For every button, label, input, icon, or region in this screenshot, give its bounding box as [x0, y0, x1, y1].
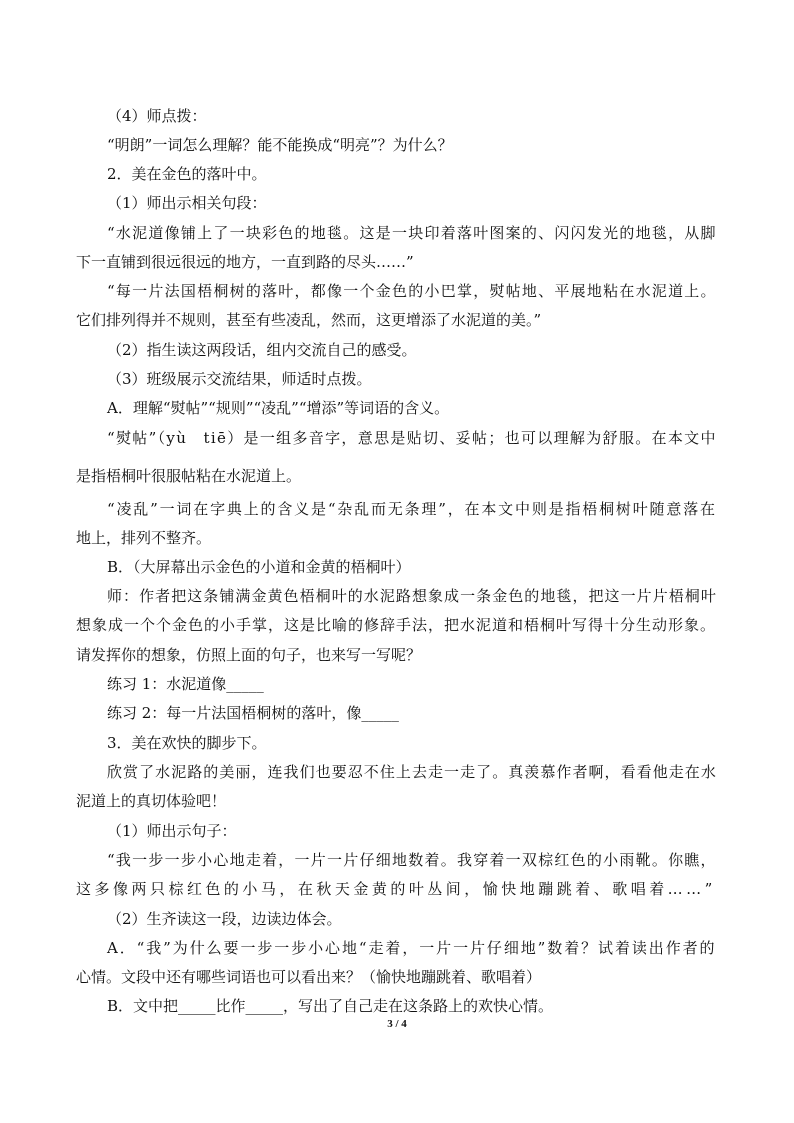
text-line: （2）生齐读这一段，边读边体会。	[107, 910, 342, 928]
text-line: A．“我”为什么要一步一步小心地“走着，一片一片仔细地”数着？试着读出作者的	[107, 939, 717, 957]
text-line: 欣赏了水泥路的美丽，连我们也要忍不住上去走一走了。真羡慕作者啊，看看他走在水	[107, 763, 717, 781]
text-line: 请发挥你的想象，仿照上面的句子，也来写一写呢？	[76, 646, 422, 664]
text-line: 它们排列得并不规则，甚至有些凌乱，然而，这更增添了水泥道的美。”	[76, 311, 542, 329]
text-line: （1）师出示相关句段：	[107, 194, 267, 212]
text-line: 2．美在金色的落叶中。	[107, 165, 267, 183]
text-line: 下一直铺到很远很远的地方，一直到路的尽头……”	[76, 253, 414, 271]
text-line: 想象成一个个金色的小手掌，这是比喻的修辞手法，把水泥道和梧桐叶写得十分生动形象。	[76, 616, 717, 634]
text-line: 3．美在欢快的脚步下。	[107, 734, 267, 752]
text-line: “水泥道像铺上了一块彩色的地毯。这是一块印着落叶图案的、闪闪发光的地毯，从脚	[107, 224, 717, 242]
text-line: “每一片法国梧桐树的落叶，都像一个金色的小巴掌，熨帖地、平展地粘在水泥道上。	[107, 282, 717, 300]
text-line: （1）师出示句子：	[107, 822, 237, 840]
page-number: 3 / 4	[387, 1018, 407, 1030]
text-line: 地上，排列不整齐。	[76, 529, 212, 547]
text-line: A．理解“熨帖”“规则”“凌乱”“增添”等词语的含义。	[107, 399, 450, 417]
text-line: 是指梧桐叶很服帖粘在水泥道上。	[76, 467, 302, 485]
text-line: （4）师点拨：	[107, 107, 207, 125]
text-line: （3）班级展示交流结果，师适时点拨。	[107, 370, 372, 388]
text-line: 练习 2：每一片法国梧桐树的落叶，像_____	[107, 704, 399, 722]
text-line: “我一步一步小心地走着，一片一片仔细地数着。我穿着一双棕红色的小雨靴。你瞧，	[107, 851, 717, 869]
text-line: “熨帖”（yù tiē）是一组多音字，意思是贴切、妥帖；也可以理解为舒服。在本文中	[107, 429, 717, 447]
text-line: 练习 1：水泥道像_____	[107, 675, 264, 693]
text-line: 这多像两只棕红色的小马，在秋天金黄的叶丛间，愉快地蹦跳着、歌唱着……”	[76, 880, 716, 898]
text-line: 师：作者把这条铺满金黄色梧桐叶的水泥路想象成一条金色的地毯，把这一片片梧桐叶	[107, 587, 717, 605]
text-line: B．文中把_____比作_____，写出了自己走在这条路上的欢快心情。	[107, 997, 554, 1015]
text-line: 泥道上的真切体验吧！	[76, 792, 227, 810]
text-line: （2）指生读这两段话，组内交流自己的感受。	[107, 341, 417, 359]
text-line: 心情。文段中还有哪些词语也可以看出来？（愉快地蹦跳着、歌唱着）	[76, 968, 542, 986]
text-line: “明朗”一词怎么理解？能不能换成“明亮”？为什么？	[107, 136, 453, 154]
text-line: B．（大屏幕出示金色的小道和金黄的梧桐叶）	[107, 558, 411, 576]
text-line: “凌乱”一词在字典上的含义是“杂乱而无条理”，在本文中则是指梧桐树叶随意落在	[107, 500, 717, 518]
